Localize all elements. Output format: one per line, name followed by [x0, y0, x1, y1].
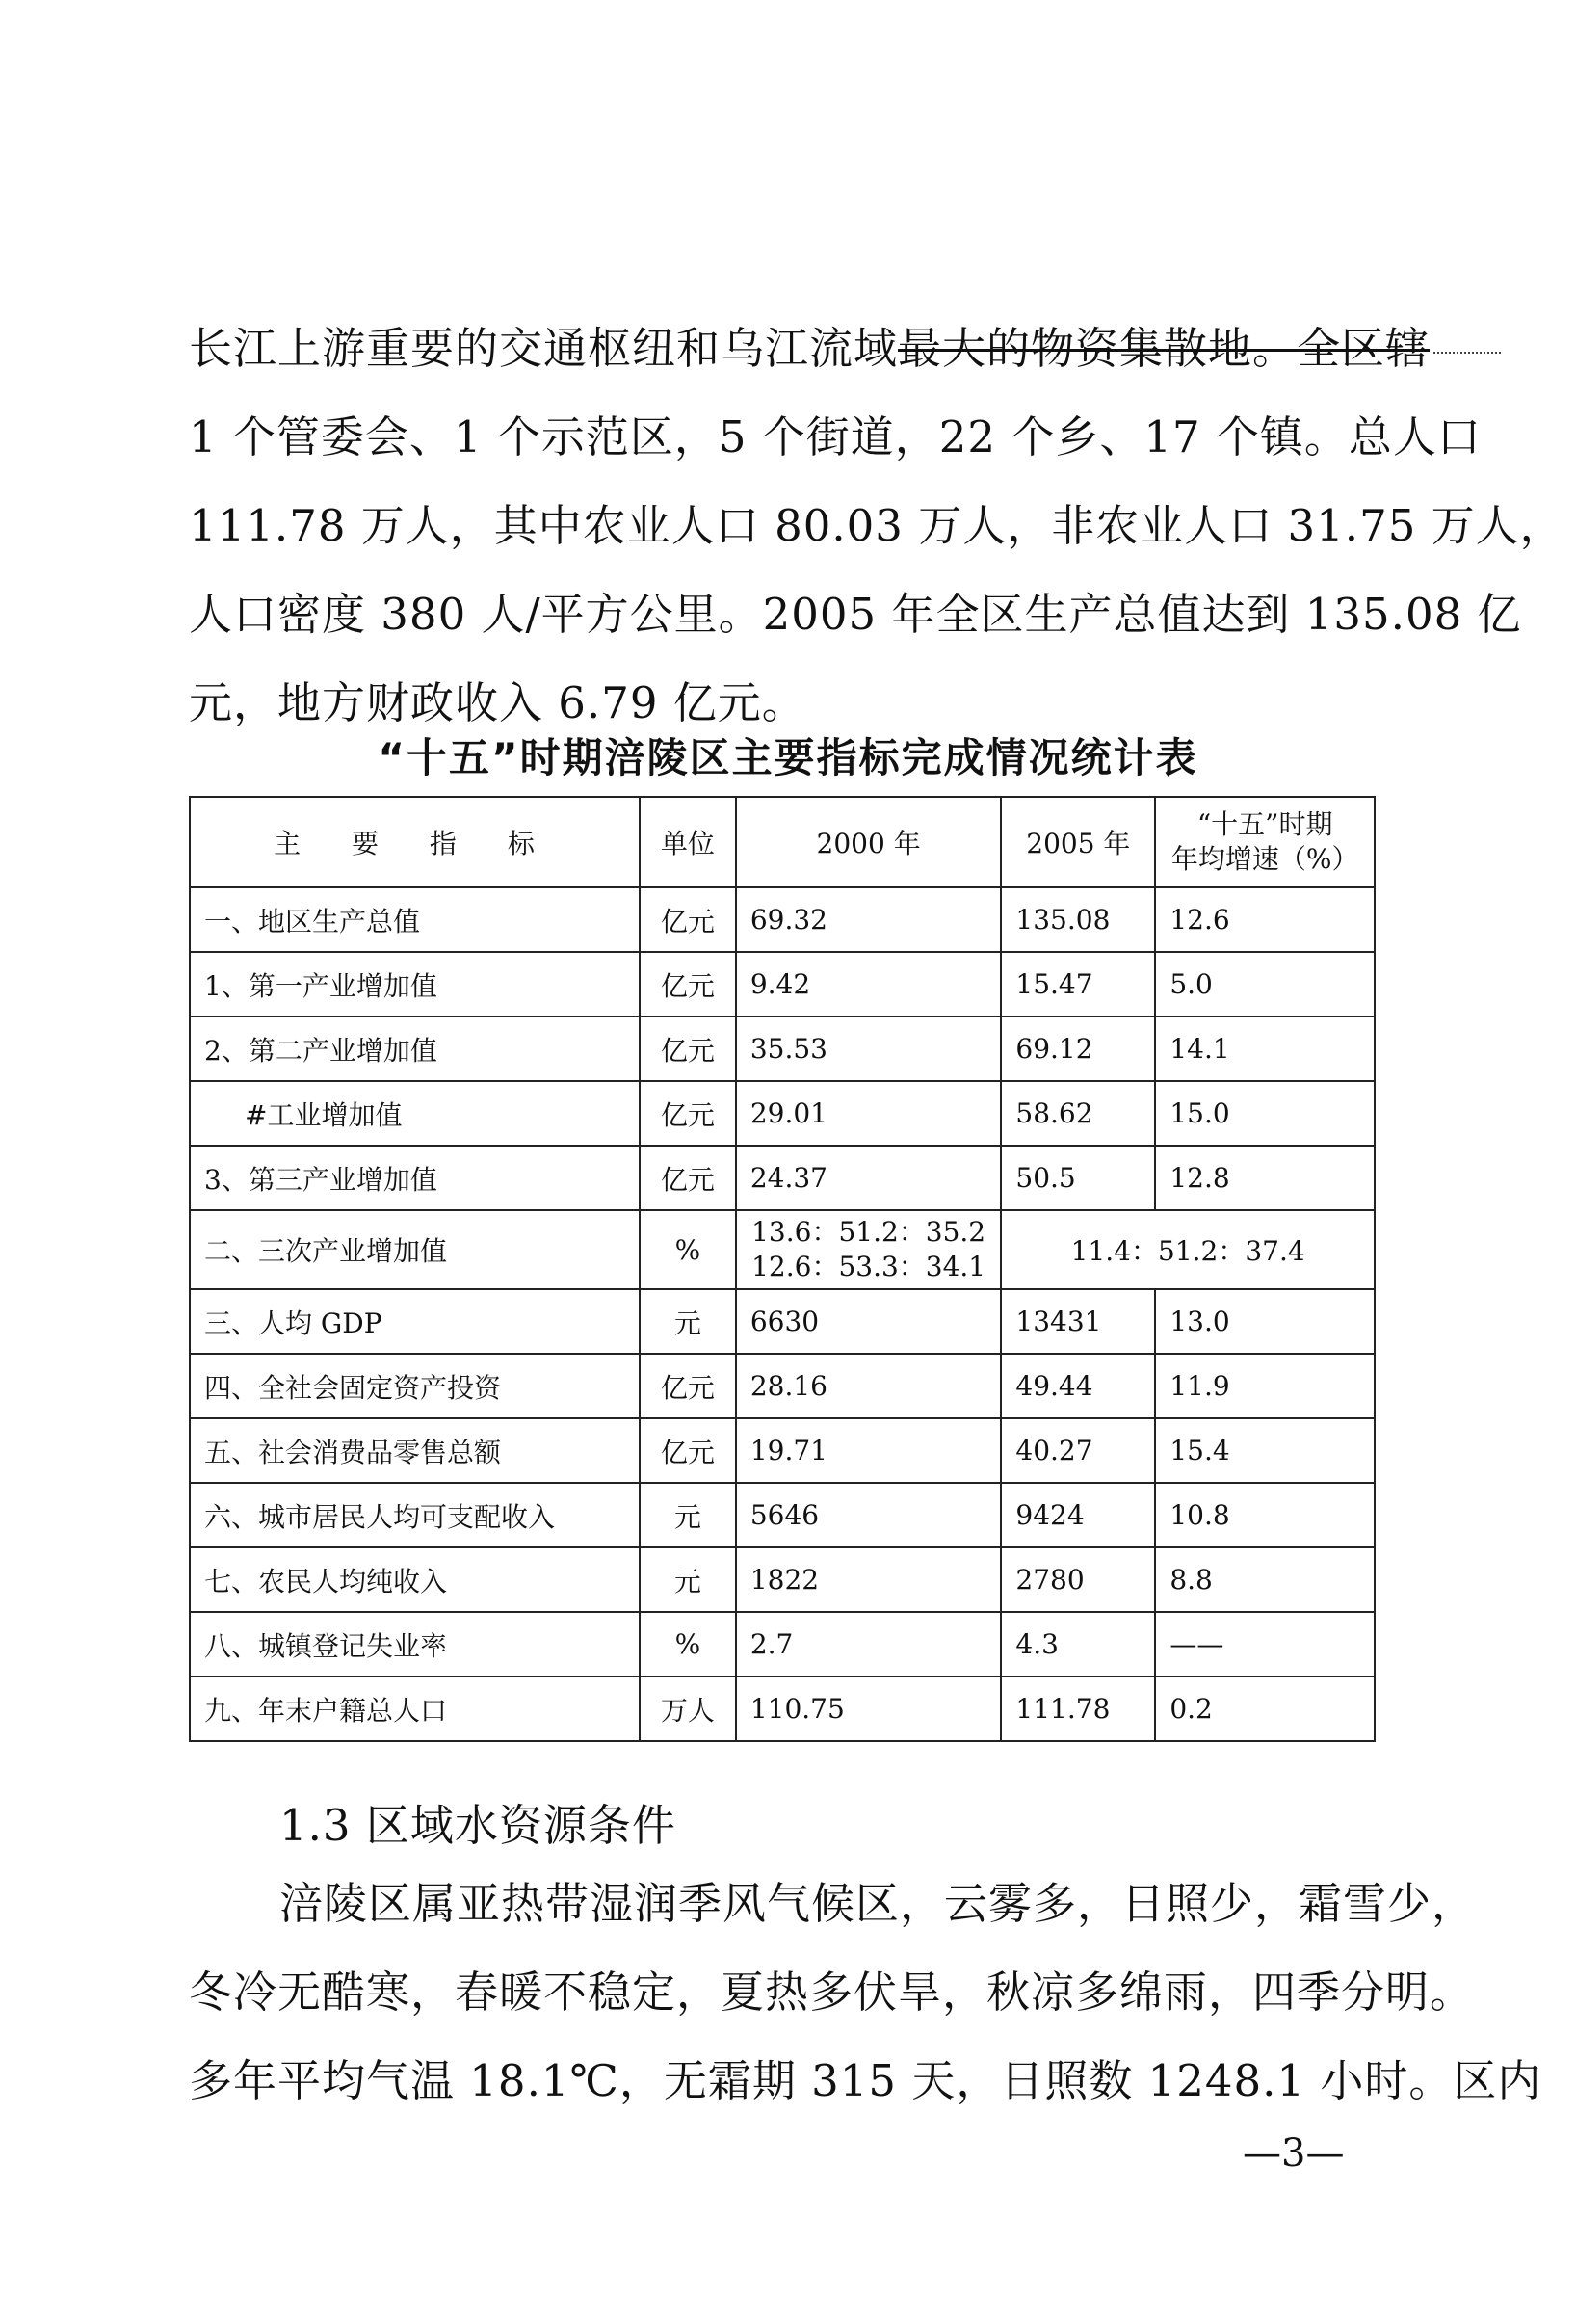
value-2005: 111.78 [1001, 1677, 1155, 1741]
dotted-leader [1433, 352, 1501, 354]
header-growth [1155, 797, 1375, 887]
table-row [190, 1612, 1375, 1677]
value-2005: 69.12 [1001, 1017, 1155, 1081]
indicator-name: 1、第一产业增加值 [190, 952, 640, 1017]
unit-cell: 亿元 [640, 1354, 736, 1418]
table-row [190, 1289, 1375, 1354]
table-body [190, 887, 1375, 1741]
unit-cell: 亿元 [640, 887, 736, 952]
table-row [190, 1418, 1375, 1483]
climate-line-1: 涪陵区属亚热带湿润季风气候区，云雾多，日照少，霜雪少， [279, 1878, 1477, 1929]
growth-rate: 11.9 [1155, 1354, 1375, 1418]
intro-line-5: 元，地方财政收入 6.79 亿元。 [189, 677, 806, 728]
indicator-name: 九、年末户籍总人口 [190, 1677, 640, 1741]
page-number: —3— [1243, 2131, 1345, 2176]
unit-cell: 亿元 [640, 952, 736, 1017]
struck-text: 最大的物资集散地。全区辖 [898, 323, 1431, 374]
climate-line-2: 冬冷无酷寒，春暖不稳定，夏热多伏旱，秋凉多绵雨，四季分明。 [189, 1967, 1475, 2018]
value-2005: 50.5 [1001, 1146, 1155, 1210]
header-growth-line-2: 年均增速（%） [1170, 843, 1359, 875]
growth-rate: 8.8 [1155, 1547, 1375, 1612]
indicator-name: 3、第三产业增加值 [190, 1146, 640, 1210]
growth-rate: 10.8 [1155, 1483, 1375, 1547]
value-2000: 69.32 [736, 887, 1002, 952]
table-row [190, 1547, 1375, 1612]
intro-line-1-text: 长江上游重要的交通枢纽和乌江流域 [189, 323, 899, 374]
header-unit: 单位 [640, 797, 736, 887]
indicator-name: 一、地区生产总值 [190, 887, 640, 952]
table-row [190, 1146, 1375, 1210]
value-2000: 35.53 [736, 1017, 1002, 1081]
table-row [190, 1483, 1375, 1547]
value-2005: 135.08 [1001, 887, 1155, 952]
section-heading: 1.3 区域水资源条件 [279, 1800, 676, 1851]
table-row-ratio [190, 1210, 1375, 1289]
value-2000: 28.16 [736, 1354, 1002, 1418]
climate-paragraph [189, 1860, 1542, 2126]
table-row [190, 1677, 1375, 1741]
value-2000: 2.7 [736, 1612, 1002, 1677]
unit-cell: 元 [640, 1289, 736, 1354]
indicator-name: 2、第二产业增加值 [190, 1017, 640, 1081]
indicator-name: #工业增加值 [190, 1081, 640, 1146]
header-2000: 2000 年 [736, 797, 1002, 887]
growth-rate: 14.1 [1155, 1017, 1375, 1081]
growth-rate: 5.0 [1155, 952, 1375, 1017]
table-row [190, 1081, 1375, 1146]
value-2005: 15.47 [1001, 952, 1155, 1017]
value-2005: 40.27 [1001, 1418, 1155, 1483]
unit-cell: 元 [640, 1547, 736, 1612]
table-header-row [190, 797, 1375, 887]
indicator-name: 八、城镇登记失业率 [190, 1612, 640, 1677]
intro-line-2: 1 个管委会、1 个示范区，5 个街道，22 个乡、17 个镇。总人口 [189, 411, 1482, 462]
growth-rate: 15.4 [1155, 1418, 1375, 1483]
value-2000-ratio [736, 1210, 1002, 1289]
table-row [190, 1354, 1375, 1418]
value-2000: 19.71 [736, 1418, 1002, 1483]
header-indicator-label: 主 要 指 标 [274, 828, 556, 859]
header-2005: 2005 年 [1001, 797, 1155, 887]
value-2000: 6630 [736, 1289, 1002, 1354]
indicator-name: 二、三次产业增加值 [190, 1210, 640, 1289]
unit-cell: 元 [640, 1483, 736, 1547]
header-growth-line-1: “十五”时期 [1196, 808, 1333, 840]
header-indicator [190, 797, 640, 887]
unit-cell: % [640, 1612, 736, 1677]
unit-cell: 万人 [640, 1677, 736, 1741]
intro-line-3: 111.78 万人，其中农业人口 80.03 万人，非农业人口 31.75 万人， [189, 500, 1564, 551]
indicator-table [189, 796, 1376, 1742]
value-2005: 49.44 [1001, 1354, 1155, 1418]
intro-line-1 [189, 304, 1431, 393]
table-title: “十五”时期涪陵区主要指标完成情况统计表 [378, 734, 1198, 781]
value-2005: 2780 [1001, 1547, 1155, 1612]
indicator-name: 三、人均 GDP [190, 1289, 640, 1354]
value-2005-ratio-merged: 11.4：51.2：37.4 [1001, 1210, 1375, 1289]
value-2005: 4.3 [1001, 1612, 1155, 1677]
ratio-2000-line-2: 12.6：53.3：34.1 [751, 1251, 986, 1282]
value-2000: 110.75 [736, 1677, 1002, 1741]
unit-cell: 亿元 [640, 1418, 736, 1483]
growth-rate: 13.0 [1155, 1289, 1375, 1354]
value-2000: 5646 [736, 1483, 1002, 1547]
growth-rate: 0.2 [1155, 1677, 1375, 1741]
indicator-name: 四、全社会固定资产投资 [190, 1354, 640, 1418]
ratio-2000-line-1: 13.6：51.2：35.2 [751, 1216, 986, 1248]
value-2000: 24.37 [736, 1146, 1002, 1210]
unit-cell: 亿元 [640, 1146, 736, 1210]
indicator-name: 七、农民人均纯收入 [190, 1547, 640, 1612]
table-row [190, 952, 1375, 1017]
indicator-name: 五、社会消费品零售总额 [190, 1418, 640, 1483]
value-2000: 29.01 [736, 1081, 1002, 1146]
value-2000: 1822 [736, 1547, 1002, 1612]
value-2000: 9.42 [736, 952, 1002, 1017]
growth-rate: 12.8 [1155, 1146, 1375, 1210]
unit-cell: % [640, 1210, 736, 1289]
climate-line-3: 多年平均气温 18.1℃，无霜期 315 天，日照数 1248.1 小时。区内 [189, 2055, 1542, 2106]
intro-paragraph [189, 304, 1564, 748]
table-row [190, 887, 1375, 952]
unit-cell: 亿元 [640, 1017, 736, 1081]
value-2005: 58.62 [1001, 1081, 1155, 1146]
unit-cell: 亿元 [640, 1081, 736, 1146]
value-2005: 9424 [1001, 1483, 1155, 1547]
indicator-name: 六、城市居民人均可支配收入 [190, 1483, 640, 1547]
growth-rate: 15.0 [1155, 1081, 1375, 1146]
value-2005: 13431 [1001, 1289, 1155, 1354]
intro-line-4: 人口密度 380 人/平方公里。2005 年全区生产总值达到 135.08 亿 [189, 589, 1522, 640]
table-row [190, 1017, 1375, 1081]
growth-rate: 12.6 [1155, 887, 1375, 952]
growth-rate: —— [1155, 1612, 1375, 1677]
